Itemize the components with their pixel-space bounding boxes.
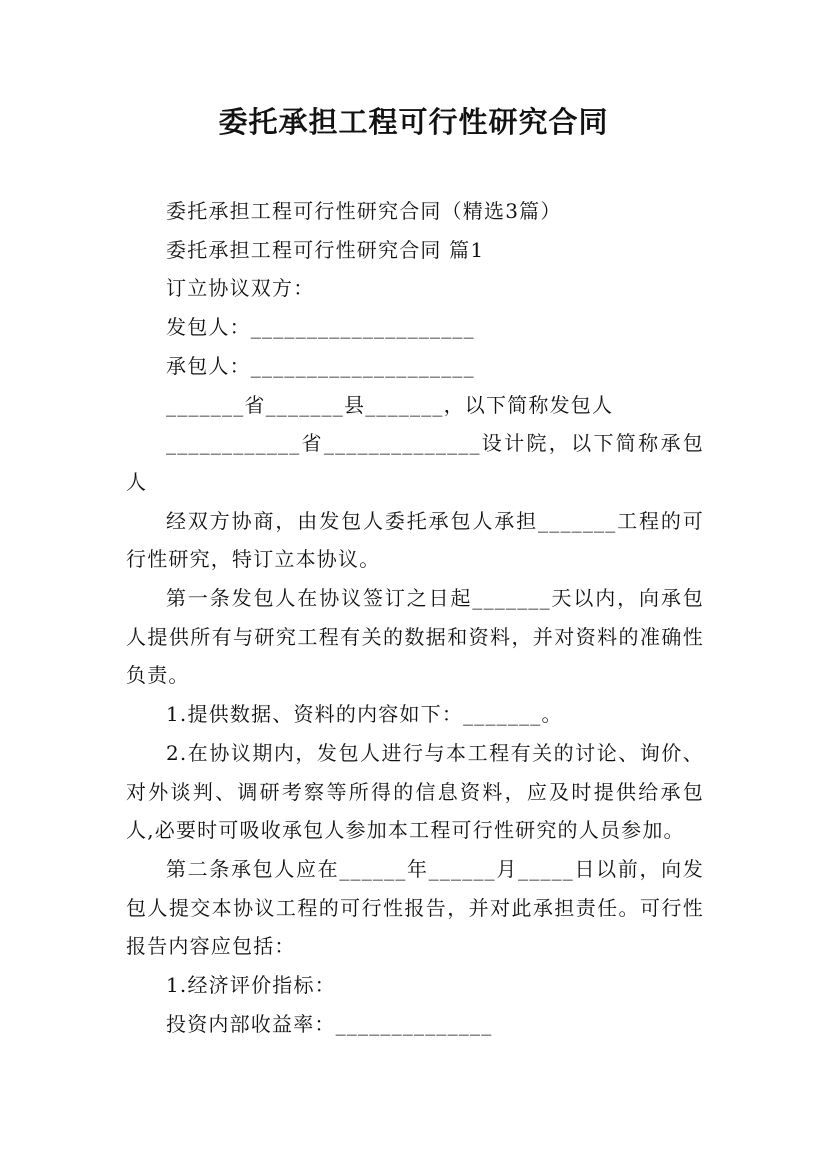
- document-title: 委托承担工程可行性研究合同: [218, 105, 609, 139]
- paragraph-article-1-item-2: 2.在协议期内，发包人进行与本工程有关的讨论、询价、对外谈判、调研考察等所得的信息资料，应及时提供给承包人,必要时可吸收承包人参加本工程可行性研究的人员参加。: [126, 740, 704, 843]
- paragraph-article-1-item-1: 1.提供数据、资料的内容如下：_______。: [166, 702, 563, 727]
- paragraph-article-2-item-1: 1.经济评价指标：: [166, 973, 336, 998]
- paragraph-contractor-field: 承包人：____________________: [166, 353, 475, 378]
- paragraph-parties-heading: 订立协议双方：: [166, 276, 315, 301]
- paragraph-intro-title: 委托承担工程可行性研究合同（精选3篇）: [166, 199, 562, 223]
- paragraph-agreement-intro: 经双方协商，由发包人委托承包人承担_______工程的可行性研究，特订立本协议。: [126, 508, 704, 572]
- paragraph-article-2: 第二条承包人应在______年______月_____日以前，向发包人提交本协议工程的可行性报告，并对此承担责任。可行性报告内容应包括：: [126, 856, 704, 959]
- paragraph-employer-field: 发包人：____________________: [166, 315, 475, 340]
- paragraph-contractor-address: ____________省______________设计院，以下简称承包人: [126, 431, 704, 494]
- document-body: [126, 192, 704, 1043]
- paragraph-article-1: 第一条发包人在协议签订之日起_______天以内，向承包人提供所有与研究工程有关的数据和资料，并对资料的准确性负责。: [126, 586, 704, 688]
- paragraph-part-heading: 委托承担工程可行性研究合同 篇1: [166, 237, 485, 262]
- paragraph-irr-field: 投资内部收益率：______________: [166, 1011, 493, 1036]
- paragraph-employer-address: _______省_______县_______，以下简称发包人: [166, 392, 614, 417]
